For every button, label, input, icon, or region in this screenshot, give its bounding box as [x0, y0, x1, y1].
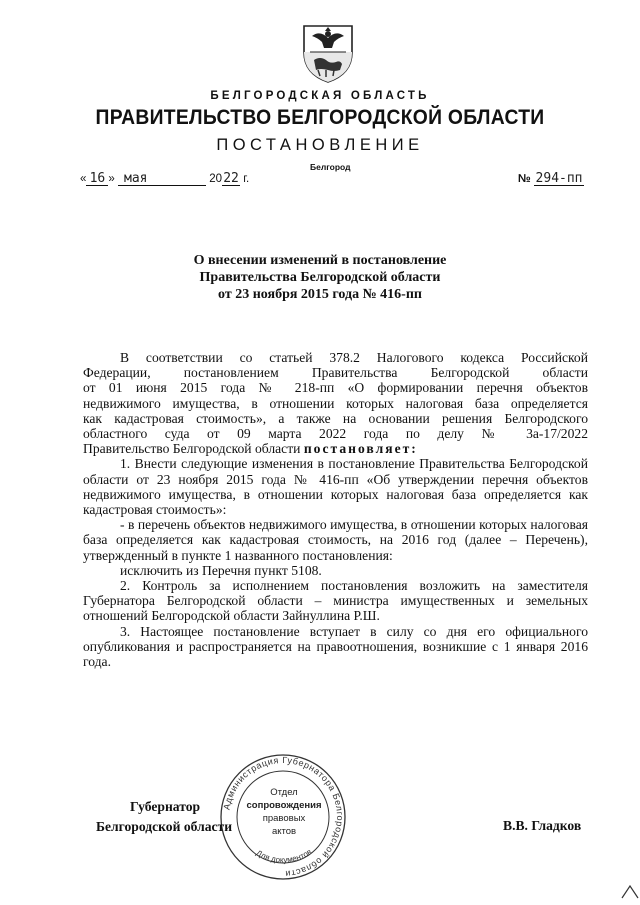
- paragraph-2: 2. Контроль за исполнением постановления возложить на заместителя Губернатора Белгородской области – министра имущественных и земельных отношений Белгородской области Зайнуллина Р.Ш.: [83, 578, 588, 624]
- number-label: №: [518, 173, 531, 185]
- date-field: [80, 172, 249, 186]
- preamble-line-5: как кадастровая стоимость», а также на основании решения Белгородского: [83, 410, 588, 426]
- position-line-1: Губернатор: [130, 799, 201, 814]
- position-line-2: Белгородской области: [96, 819, 233, 834]
- document-number: [518, 172, 584, 186]
- stamp-line-4: актов: [271, 826, 297, 837]
- date-close-quote: »: [108, 173, 115, 185]
- date-open-quote: «: [80, 173, 87, 185]
- stamp-line-3: правовых: [262, 813, 306, 824]
- stamp-outer-text: Администрация Губернатора Белгородской области: [221, 754, 346, 880]
- svg-text:Для документов: [255, 847, 314, 864]
- paragraph-3: 3. Настоящее постановление вступает в силу со дня его официального опубликования и распространяется на правоотношения, возникшие с 1 января 2016 года.: [83, 623, 588, 670]
- coat-of-arms-icon: [300, 22, 356, 84]
- page-corner-mark-icon: [620, 882, 640, 900]
- preamble-line-4: недвижимого имущества, в отношении которых налоговая база определяется: [83, 395, 588, 411]
- document-type: ПОСТАНОВЛЕНИЕ: [216, 136, 424, 154]
- date-month: мая: [118, 172, 206, 186]
- document-body: [83, 350, 588, 669]
- title-line-1: О внесении изменений в постановление: [193, 253, 447, 268]
- government-title: ПРАВИТЕЛЬСТВО БЕЛГОРОДСКОЙ ОБЛАСТИ: [95, 106, 545, 129]
- date-year-prefix: 20: [209, 173, 223, 185]
- signatory-name: В.В. Гладков: [503, 818, 582, 833]
- city-name: Белгород: [310, 162, 351, 172]
- date-year-unit: г.: [243, 173, 250, 185]
- date-year-suffix: 22: [223, 171, 239, 186]
- document-title: [0, 252, 640, 303]
- preamble-line-2: Федерации, постановлением Правительства Белгородской области: [83, 365, 588, 381]
- title-line-2: Правительства Белгородской области: [199, 270, 441, 285]
- decree-word: постановляет:: [303, 441, 418, 457]
- stamp-bottom-text: Для документов: [254, 847, 314, 865]
- preamble-line-3: от 01 июня 2015 года № 218-пп «О формировании перечня объектов: [83, 380, 588, 396]
- region-name: БЕЛГОРОДСКАЯ ОБЛАСТЬ: [210, 90, 430, 102]
- date-day: 16: [86, 172, 108, 186]
- number-value: 294-пп: [535, 171, 583, 186]
- stamp-line-1: Отдел: [270, 787, 298, 798]
- preamble-line-1: В соответствии со статьей 378.2 Налогового кодекса Российской: [120, 350, 588, 365]
- paragraph-1-action: исключить из Перечня пункт 5108.: [120, 562, 322, 578]
- preamble-line-6: областного суда от 09 марта 2022 года по делу № 3а-17/2022: [83, 426, 588, 442]
- stamp-line-2: сопровождения: [246, 800, 322, 811]
- stamp-inner-text: [222, 786, 346, 838]
- paragraph-1: 1. Внести следующие изменения в постановление Правительства Белгородской области от 23 ноября 2015 года № 416-пп «Об утверждении перечня объектов недвижимого имущества, в отношении которых налоговая база определяется как кадастровая стоимость»:: [83, 456, 588, 518]
- title-line-3: от 23 ноября 2015 года № 416-пп: [218, 287, 422, 302]
- preamble-subject: Правительство Белгородской области: [83, 441, 301, 457]
- preamble-line-7: [83, 441, 588, 456]
- paragraph-1-item: - в перечень объектов недвижимого имущества, в отношении которых налоговая база определяется как кадастровая стоимость, на 2016 год (далее – Перечень), утвержденный в пункте 1 названного постановления:: [83, 517, 588, 563]
